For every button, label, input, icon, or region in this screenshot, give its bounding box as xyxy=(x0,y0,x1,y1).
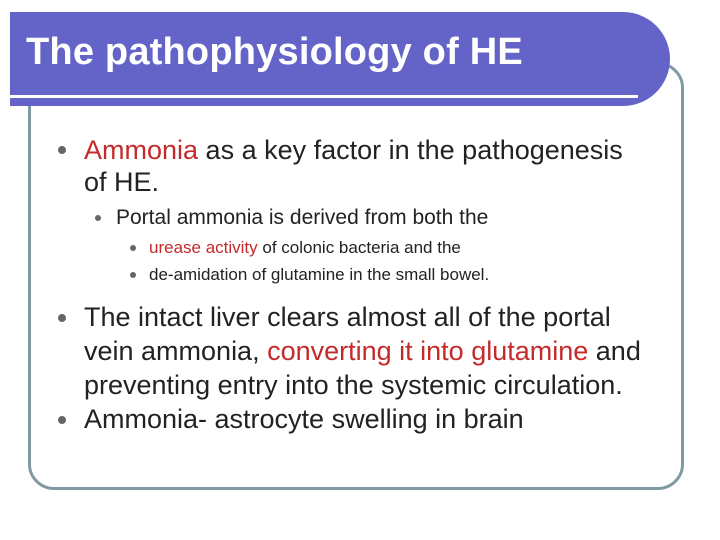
point2-line2-suffix: and xyxy=(588,336,641,366)
bullet-dot xyxy=(58,416,66,424)
point2-line3: preventing entry into the systemic circulation. xyxy=(84,370,623,400)
sub-item-1-rest: of colonic bacteria and the xyxy=(257,238,461,257)
bullet-dot xyxy=(95,215,101,221)
point1-line1 xyxy=(84,133,623,167)
bullet-dot xyxy=(130,245,136,251)
title-underline xyxy=(10,95,638,98)
slide-title: The pathophysiology of HE xyxy=(26,31,523,73)
point1-highlight: Ammonia xyxy=(84,135,199,165)
sub-item-1-highlight: urease activity xyxy=(149,238,258,257)
point2-line1: The intact liver clears almost all of the portal xyxy=(84,302,611,332)
point1-sub-text: Portal ammonia is derived from both the xyxy=(116,206,489,229)
bullet-dot xyxy=(130,272,136,278)
sub-item-1 xyxy=(149,237,461,259)
point1-line2: of HE. xyxy=(84,167,160,197)
point2-line2-prefix: vein ammonia, xyxy=(84,336,268,366)
bullet-dot xyxy=(58,146,66,154)
sub-item-2: de-amidation of glutamine in the small bowel. xyxy=(149,265,490,284)
point2-line2 xyxy=(84,334,641,368)
point1-rest: as a key factor in the pathogenesis xyxy=(198,135,623,165)
bullet-dot xyxy=(58,314,66,322)
point2-highlight: converting it into glutamine xyxy=(267,336,589,366)
point3-text: Ammonia- astrocyte swelling in brain xyxy=(84,404,524,434)
